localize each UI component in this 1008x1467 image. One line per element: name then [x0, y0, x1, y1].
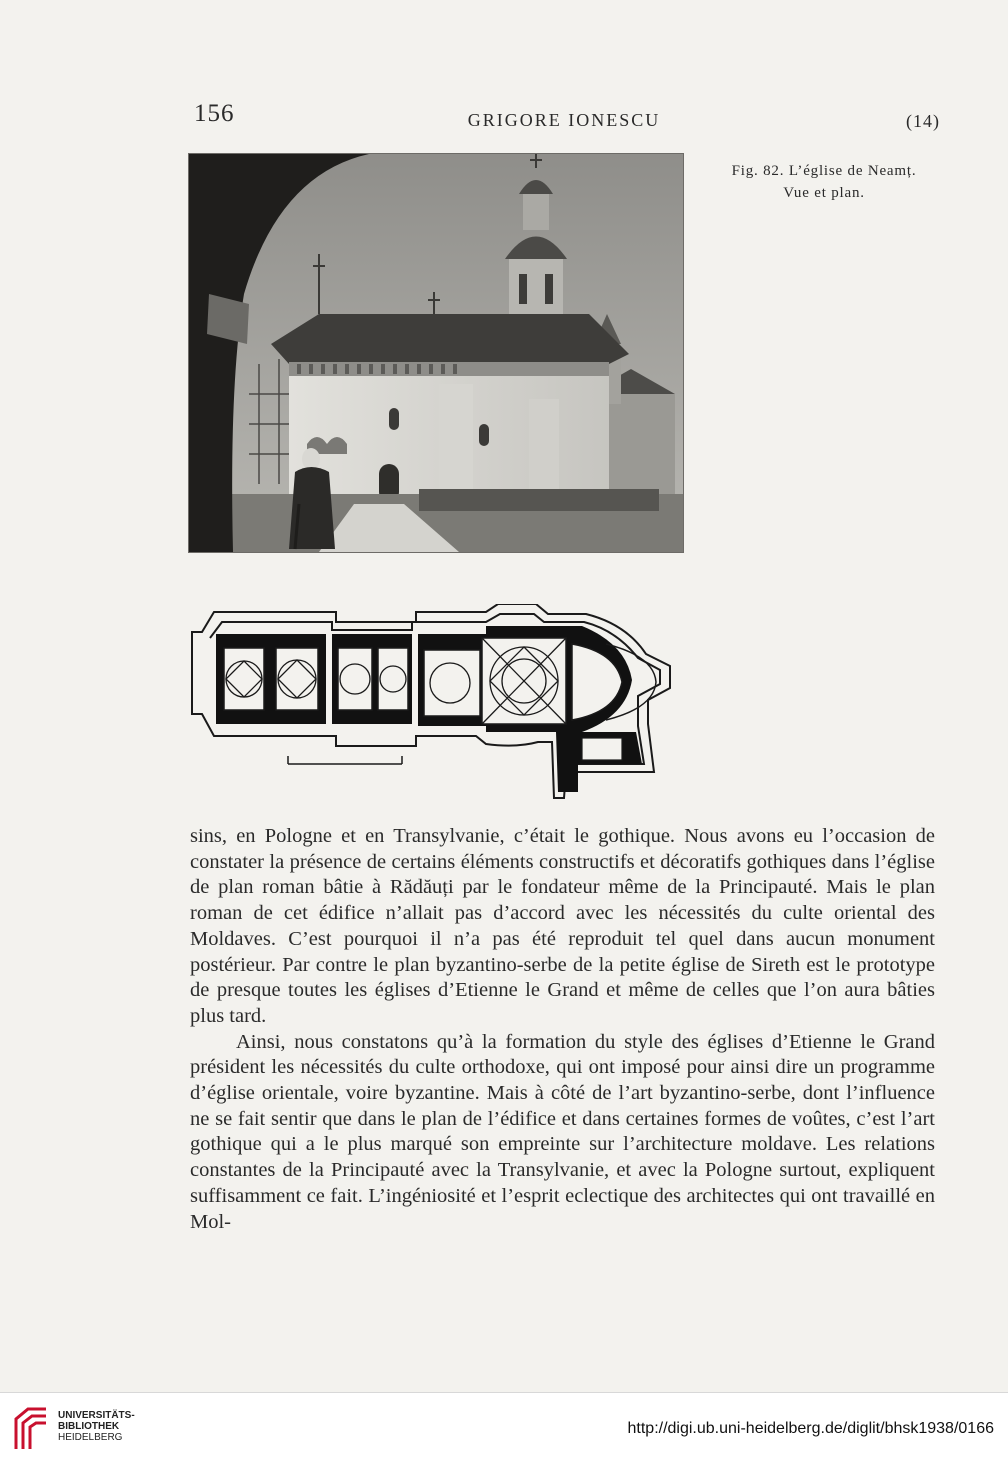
body-text — [190, 824, 935, 1235]
section-number: (14) — [906, 111, 940, 131]
church-floor-plan — [186, 604, 686, 804]
library-name-line1: UNIVERSITÄTS- — [58, 1410, 135, 1421]
library-name-line2: BIBLIOTHEK — [58, 1421, 120, 1432]
paragraph-1: sins, en Pologne et en Transylvanie, c’était le gothique. Nous avons eu l’occasion de constater la présence de certains éléments constructifs et décoratifs gothiques dans l’église de plan roman bâtie à Rădăuți par le fondateur même de la Principauté. Mais le plan roman de cet édifice n’allait pas d’accord avec les nécessités du culte oriental des Moldaves. C’est pourquoi il n’a pas été reproduit tel quel dans aucun monument postérieur. Par contre le plan byzantino-serbe de la petite église de Sireth est le prototype de presque toutes les églises d’Etienne le Grand et même de celles que l’on aura bâties plus tard. — [190, 825, 935, 1027]
floor-plan-drawing — [186, 604, 686, 804]
figure-caption-line1: Fig. 82. L’église de Neamț. — [731, 163, 917, 179]
church-photograph — [188, 153, 684, 553]
church-photo-illustration — [189, 154, 683, 552]
running-head — [188, 100, 940, 136]
library-name-line3: HEIDELBERG — [58, 1432, 123, 1443]
university-library-logo-icon — [12, 1405, 50, 1451]
figure-caption — [700, 160, 948, 204]
digitization-footer — [0, 1392, 1008, 1467]
library-name — [58, 1410, 135, 1443]
page-number: 156 — [194, 100, 235, 127]
permalink-url[interactable]: http://digi.ub.uni-heidelberg.de/diglit/bhsk1938/0166 — [627, 1420, 994, 1437]
paragraph-2: Ainsi, nous constatons qu’à la formation du style des églises d’Etienne le Grand président les nécessités du culte orthodoxe, qui ont imposé pour ainsi dire un programme d’église orientale, voire byzantine. Mais à côté de l’art byzantino-serbe, dont l’influence ne se fait sentir que dans le plan de l’édifice et dans certaines formes de voûtes, c’est l’art gothique qui a le plus marqué son empreinte sur l’architecture moldave. Les relations constantes de la Principauté avec la Transylvanie, et avec la Pologne surtout, expliquent suffisamment ce fait. L’ingéniosité et l’esprit eclectique des architectes qui ont travaillé en Mol- — [190, 1030, 935, 1233]
running-title: GRIGORE IONESCU — [467, 110, 661, 130]
figure-caption-line2: Vue et plan. — [783, 185, 865, 201]
